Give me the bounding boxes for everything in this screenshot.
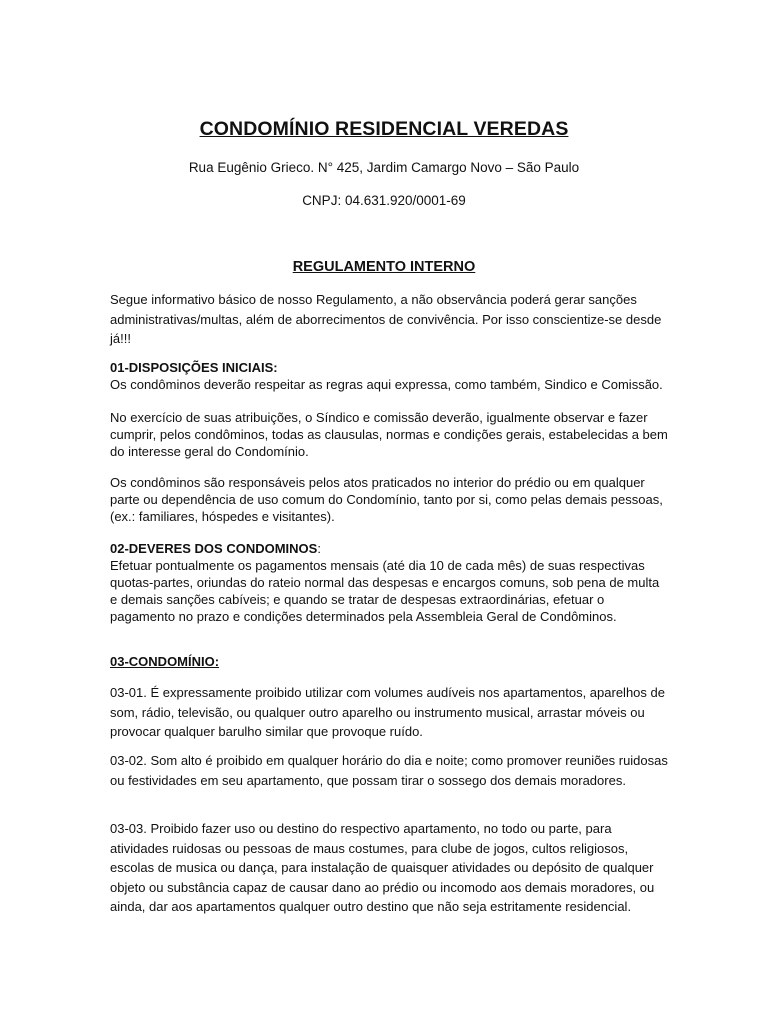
section-02-heading: 02-DEVERES DOS CONDOMINOS xyxy=(110,541,318,556)
section-01 xyxy=(110,359,670,393)
condo-cnpj: CNPJ: 04.631.920/0001-69 xyxy=(302,193,466,208)
condo-address: Rua Eugênio Grieco. N° 425, Jardim Camargo Novo – São Paulo xyxy=(188,160,580,175)
document-title: CONDOMÍNIO RESIDENCIAL VEREDAS xyxy=(199,118,569,140)
section-01-heading: 01-DISPOSIÇÕES INICIAIS: xyxy=(110,360,278,375)
section-03-paragraph-3: 03-03. Proibido fazer uso ou destino do respectivo apartamento, no todo ou parte, para atividades ruidosas ou pessoas de maus costumes, para clube de jogos, cultos religiosos, escolas de musica ou dança, para instalação de quaisquer atividades ou depósito de qualquer objeto ou substância capaz de causar dano ao prédio ou incomodo aos demais moradores, ou ainda, dar aos apartamentos qualquer outro destino que não seja estritamente residencial. xyxy=(110,821,655,914)
section-03-paragraph-1: 03-01. É expressamente proibido utilizar com volumes audíveis nos apartamentos, aparelhos de som, rádio, televisão, ou qualquer outro aparelho ou instrumento musical, arrastar móveis ou provocar qualquer barulho similar que provoque ruído. xyxy=(110,685,665,739)
section-01-paragraph-2: No exercício de suas atribuições, o Síndico e comissão deverão, igualmente observar e fazer cumprir, pelos condôminos, todas as clausulas, normas e condições gerais, estabelecidas a bem do interesse geral do Condomínio. xyxy=(110,410,668,459)
regulation-title: REGULAMENTO INTERNO xyxy=(292,259,476,275)
section-01-paragraph-3: Os condôminos são responsáveis pelos atos praticados no interior do prédio ou em qualquer parte ou dependência de uso comum do Condomínio, tanto por si, como pelas demais pessoas, (ex.: familiares, hóspedes e visitantes). xyxy=(110,475,663,524)
section-01-paragraph-1: Os condôminos deverão respeitar as regras aqui expressa, como também, Sindico e Comissão. xyxy=(110,377,663,392)
intro-paragraph: Segue informativo básico de nosso Regulamento, a não observância poderá gerar sanções administrativas/multas, além de aborrecimentos de convivência. Por isso conscientize-se desde já!!! xyxy=(110,292,662,346)
section-02-heading-suffix: : xyxy=(317,541,321,556)
section-02-paragraph-1: Efetuar pontualmente os pagamentos mensais (até dia 10 de cada mês) de suas respectivas quotas-partes, oriundas do rateio normal das despesas e encargos comuns, sob pena de multa e demais sanções cabíveis; e quando se tratar de despesas extraordinárias, efetuar o pagamento no prazo e condições determinados pela Assembleia Geral de Condôminos. xyxy=(110,558,660,624)
section-03-paragraph-2: 03-02. Som alto é proibido em qualquer horário do dia e noite; como promover reuniões ruidosas ou festividades em seu apartamento, que possam tirar o sossego dos demais moradores. xyxy=(110,753,668,788)
section-02-heading-line xyxy=(110,540,670,557)
section-02 xyxy=(110,540,670,625)
section-03-heading: 03-CONDOMÍNIO: xyxy=(110,654,220,669)
